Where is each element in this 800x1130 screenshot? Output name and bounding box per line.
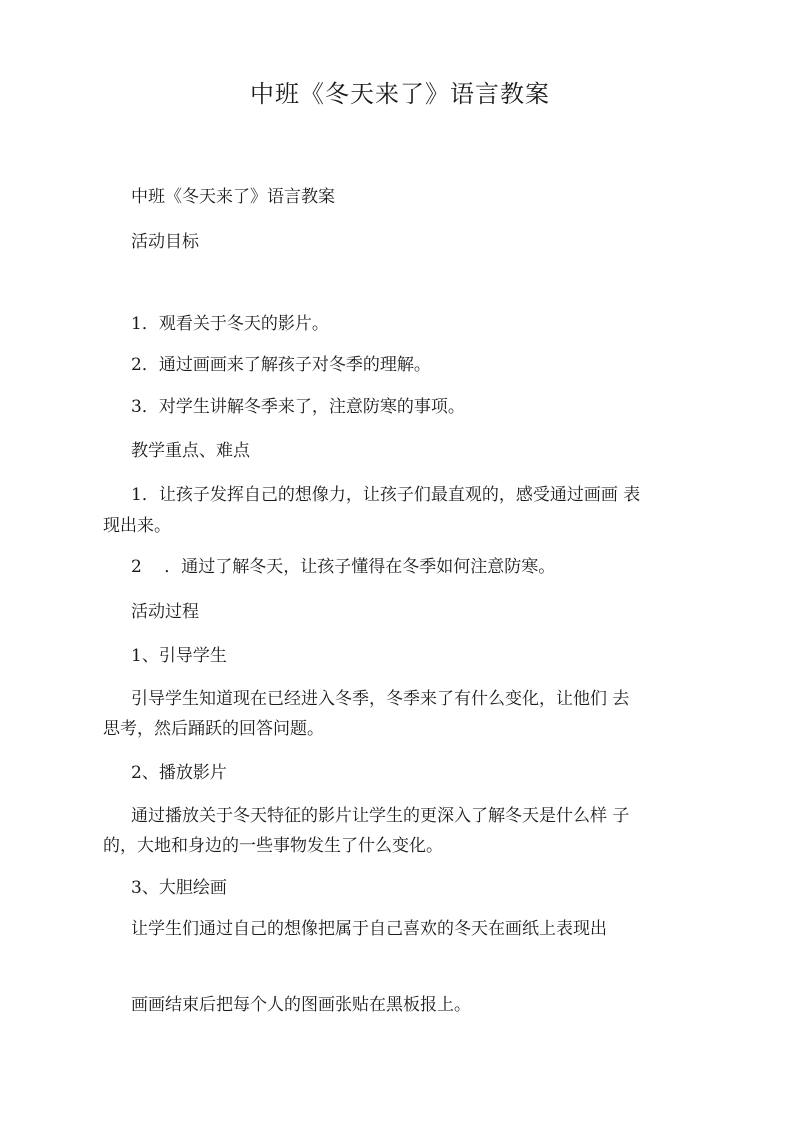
section-heading-key-points: 教学重点、难点: [131, 441, 250, 461]
goal-item-3: 3．对学生讲解冬季来了，注意防寒的事项。: [131, 397, 465, 417]
step-2-title: 2、播放影片: [131, 763, 227, 783]
goal-item-1: 1．观看关于冬天的影片。: [131, 314, 329, 334]
section-heading-goals: 活动目标: [131, 232, 199, 252]
section-heading-process: 活动过程: [131, 602, 199, 622]
key-point-1-line-1: 1．让孩子发挥自己的想像力，让孩子们最直观的，感受通过画画 表: [131, 485, 641, 505]
step-3-text-line-1: 让学生们通过自己的想像把属于自己喜欢的冬天在画纸上表现出: [131, 919, 607, 939]
step-1-text-line-1: 引导学生知道现在已经进入冬季，冬季来了有什么变化，让他们 去: [131, 689, 630, 709]
step-1-text-line-2: 思考，然后踊跃的回答问题。: [103, 719, 324, 739]
goal-item-2: 2．通过画画来了解孩子对冬季的理解。: [131, 355, 431, 375]
step-3-text-line-2: 画画结束后把每个人的图画张贴在黑板报上。: [131, 995, 471, 1015]
page-title: 中班《冬天来了》语言教案: [250, 80, 550, 108]
subtitle: 中班《冬天来了》语言教案: [131, 187, 335, 207]
key-point-2: 2 ．通过了解冬天，让孩子懂得在冬季如何注意防寒。: [131, 557, 556, 577]
step-2-text-line-1: 通过播放关于冬天特征的影片让学生的更深入了解冬天是什么样 子: [131, 806, 630, 826]
step-1-title: 1、引导学生: [131, 646, 227, 666]
key-point-1-line-2: 现出来。: [103, 516, 171, 536]
step-2-text-line-2: 的，大地和身边的一些事物发生了什么变化。: [103, 836, 443, 856]
step-3-title: 3、大胆绘画: [131, 878, 227, 898]
